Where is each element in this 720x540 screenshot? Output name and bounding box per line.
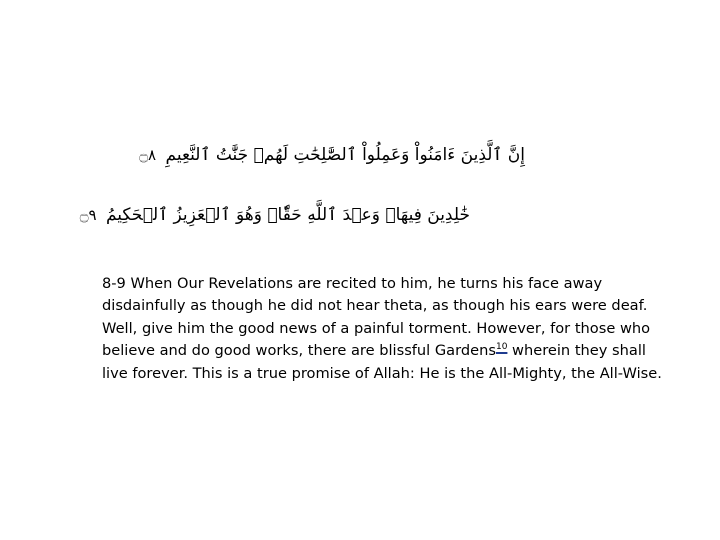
translation-text-start: 8-9 When Our Revelations are recited to him, he turns his face away disdainfully as though he did not hear theta, as though his ears were deaf. Well, give him the good news of a painful torment. However, for those who believe and do good works, there are blissful Gardens — [102, 274, 651, 360]
arabic-verse-9-text: خَٰلِدِينَ فِيهَاۖ وَعۡدَ ٱللَّهِ حَقّٗاۚ وَهُوَ ٱلۡعَزِيزُ ٱلۡحَكِيمُ — [105, 205, 470, 225]
arabic-verse-8-text: إِنَّ ٱلَّذِينَ ءَامَنُواْ وَعَمِلُواْ ٱلصَّٰلِحَٰتِ لَهُمۡ جَنَّٰتُ ٱلنَّعِيمِ — [165, 145, 525, 165]
arabic-verse-8 — [139, 140, 525, 170]
translation-text-end: wherein they shall live forever. This is a true promise of Allah: He is the All-Mighty, the All-Wise. — [102, 342, 662, 382]
arabic-verse-9 — [80, 200, 470, 230]
ayah-number-8-marker: ۝٨ — [139, 146, 157, 164]
english-translation — [102, 273, 662, 386]
footnote-10-link[interactable]: 10 — [495, 342, 508, 353]
ayah-number-9-marker: ۝٩ — [79, 206, 97, 224]
